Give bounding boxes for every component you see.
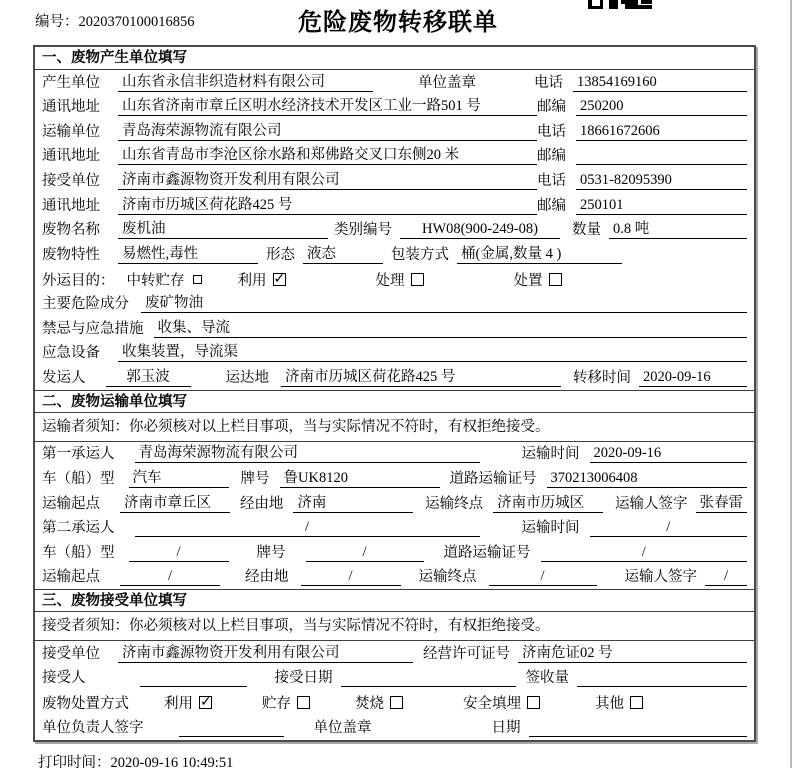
route-origin-value: 济南市章丘区 — [120, 491, 230, 513]
section2-header: 二、废物运输单位填写 — [35, 390, 754, 413]
plate-label: 牌号 — [256, 544, 286, 561]
transporter-notice: 运输者须知：你必须核对以上栏目事项，当与实际情况不符时，有权拒绝接受。 — [35, 413, 754, 442]
transfer-time-value: 2020-09-16 — [639, 369, 747, 387]
license-value: 济南危证02 号 — [518, 641, 747, 663]
route-via-value-2: / — [301, 568, 401, 586]
transport-time-value: 2020-09-16 — [590, 445, 748, 463]
qr-code-fragment-icon — [588, 0, 652, 10]
vehicle-type-value-2: / — [129, 544, 229, 562]
transporter-zip-value — [576, 148, 747, 165]
purpose-label: 外运目的： — [42, 272, 115, 289]
destination-value: 济南市历城区荷花路425 号 — [281, 365, 561, 387]
route-origin-label: 运输起点 — [42, 495, 100, 512]
transport-time-value-2: / — [590, 519, 748, 537]
vehicle-row-2 — [35, 540, 754, 565]
treatment-checkbox — [411, 273, 424, 286]
transporter-row — [35, 119, 754, 144]
first-carrier-label: 第一承运人 — [42, 446, 115, 463]
carrier-signature-value-2: / — [705, 568, 747, 586]
shipper-row — [35, 365, 754, 390]
receiving-unit-row — [35, 641, 754, 666]
waste-characteristics-row — [35, 242, 754, 267]
address-label: 通讯地址 — [42, 197, 100, 214]
hazard-components-value: 废矿物油 — [141, 291, 747, 313]
producer-zip-value: 250200 — [576, 98, 747, 116]
page-edge-divider — [790, 0, 792, 768]
disposal-checkbox — [549, 273, 562, 286]
producer-phone-value: 13854169160 — [573, 74, 747, 92]
road-permit-value-2: / — [541, 544, 748, 562]
unit-stamp-label: 单位盖章 — [418, 74, 476, 91]
emergency-measures-row — [35, 316, 754, 341]
received-amount-value — [577, 670, 747, 687]
zip-label: 邮编 — [537, 148, 567, 165]
disposal-option-label: 贮存 — [262, 696, 291, 713]
emergency-measures-label: 禁忌与应急措施 — [42, 320, 144, 337]
receiver-value: 济南市鑫源物资开发利用有限公司 — [118, 168, 537, 190]
print-time-label: 打印时间： — [38, 755, 111, 768]
characteristics-label: 废物特性 — [42, 246, 100, 263]
quantity-label: 数量 — [572, 222, 601, 239]
transport-purpose-row — [35, 267, 754, 292]
route-origin-value-2: / — [120, 568, 220, 586]
transport-time-label: 运输时间 — [521, 520, 580, 537]
second-carrier-row — [35, 516, 754, 541]
carrier-signature-value: 张春雷 — [696, 491, 748, 513]
carrier-signature-label: 运输人签字 — [615, 495, 688, 512]
serial-number-value: 2020370100016856 — [78, 14, 195, 30]
phone-label: 电话 — [537, 172, 567, 189]
form-value: 液态 — [303, 242, 383, 264]
route-row-2 — [35, 565, 754, 590]
recipient-value — [140, 670, 247, 687]
incineration-checkbox — [390, 696, 403, 709]
zip-label: 邮编 — [537, 197, 567, 214]
date-label: 日期 — [491, 719, 521, 736]
vehicle-type-value: 汽车 — [129, 466, 229, 488]
receiver-phone-value: 0531-82095390 — [576, 172, 747, 190]
disposal-option-label: 利用 — [164, 696, 193, 713]
receiver-label: 接受单位 — [42, 172, 100, 189]
utilize-disposal-checkbox — [199, 696, 212, 709]
quantity-value: 0.8 吨 — [609, 217, 747, 239]
characteristics-value: 易燃性,毒性 — [118, 242, 258, 264]
form-label: 形态 — [266, 246, 295, 263]
emergency-equipment-row — [35, 341, 754, 366]
packing-value: 桶(金属,数量 4 ) — [457, 242, 622, 264]
second-carrier-value: / — [135, 519, 480, 537]
route-via-value: 济南 — [293, 491, 413, 513]
responsible-signature-row — [35, 715, 754, 740]
emergency-measures-value: 收集、导流 — [154, 316, 748, 338]
print-time-line — [38, 751, 233, 768]
vehicle-type-label: 车（船）型 — [42, 470, 115, 487]
license-label: 经营许可证号 — [423, 645, 510, 662]
second-carrier-label: 第二承运人 — [42, 520, 115, 537]
route-origin-label: 运输起点 — [42, 569, 100, 586]
unit-stamp-label: 单位盖章 — [313, 719, 372, 736]
manifest-table — [33, 45, 756, 742]
destination-label: 运达地 — [225, 369, 269, 386]
receiver-address-value: 济南市历城区荷花路425 号 — [118, 193, 537, 215]
producer-label: 产生单位 — [42, 74, 100, 91]
responsible-signature-value — [179, 720, 284, 737]
transporter-label: 运输单位 — [42, 123, 100, 140]
route-end-value: 济南市历城区 — [493, 491, 603, 513]
purpose-option-label: 处理 — [375, 272, 405, 289]
vehicle-row-1 — [35, 466, 754, 491]
category-code-label: 类别编号 — [334, 222, 392, 239]
purpose-option-label: 处置 — [513, 272, 543, 289]
recipient-label: 接受人 — [42, 670, 86, 687]
waste-name-row — [35, 218, 754, 243]
route-via-label: 经由地 — [239, 495, 284, 512]
address-label: 通讯地址 — [42, 148, 100, 165]
print-time-value: 2020-09-16 10:49:51 — [110, 755, 234, 768]
road-permit-label: 道路运输证号 — [449, 470, 537, 487]
hazard-components-label: 主要危险成分 — [42, 295, 129, 312]
phone-label: 电话 — [534, 74, 563, 91]
disposal-method-label: 废物处置方式 — [42, 696, 129, 713]
receiver-notice: 接受者须知：你必须核对以上栏目事项，当与实际情况不符时，有权拒绝接受。 — [35, 612, 754, 641]
receiving-unit-value: 济南市鑫源物资开发利用有限公司 — [118, 641, 413, 663]
received-amount-label: 签收量 — [525, 670, 569, 687]
section1-header: 一、废物产生单位填写 — [35, 47, 754, 70]
other-disposal-checkbox — [630, 696, 643, 709]
zip-label: 邮编 — [537, 99, 567, 116]
route-end-label: 运输终点 — [425, 495, 484, 512]
producer-address-value: 山东省济南市章丘区明水经济技术开发区工业一路501 号 — [118, 94, 537, 116]
road-permit-label: 道路运输证号 — [443, 544, 531, 561]
receiver-row — [35, 168, 754, 193]
waste-name-label: 废物名称 — [42, 222, 100, 239]
waste-name-value: 废机油 — [118, 217, 328, 239]
shipper-value: 郭玉波 — [106, 365, 191, 387]
transfer-time-label: 转移时间 — [573, 369, 631, 386]
receive-date-value — [341, 670, 516, 687]
first-carrier-row — [35, 442, 754, 467]
receiver-address-row — [35, 193, 754, 218]
date-value — [529, 720, 748, 737]
address-label: 通讯地址 — [42, 99, 100, 116]
disposal-option-label: 其他 — [595, 696, 624, 713]
transporter-address-value: 山东省青岛市李沧区徐水路和郑佛路交叉口东侧20 米 — [118, 143, 537, 165]
route-row-1 — [35, 491, 754, 516]
plate-label: 牌号 — [240, 470, 270, 487]
emergency-equipment-label: 应急设备 — [42, 345, 100, 362]
producer-row — [35, 70, 754, 95]
utilize-checkbox — [273, 273, 286, 286]
transport-time-label: 运输时间 — [521, 446, 580, 463]
page-title: 危险废物转移联单 — [298, 8, 498, 36]
producer-address-row — [35, 95, 754, 120]
plate-value: 鲁UK8120 — [280, 466, 440, 488]
plate-value-2: / — [306, 544, 424, 562]
hazard-components-row — [35, 291, 754, 316]
transporter-address-row — [35, 144, 754, 169]
first-carrier-value: 青岛海荣源物流有限公司 — [135, 441, 480, 463]
transporter-value: 青岛海荣源物流有限公司 — [118, 119, 537, 141]
packing-label: 包装方式 — [391, 246, 449, 263]
responsible-signature-label: 单位负责人签字 — [42, 719, 144, 736]
purpose-option-label: 利用 — [237, 272, 267, 289]
disposal-option-label: 安全填埋 — [463, 696, 521, 713]
storage-disposal-checkbox — [297, 696, 310, 709]
route-end-label: 运输终点 — [418, 569, 477, 586]
route-via-label: 经由地 — [245, 569, 289, 586]
transporter-phone-value: 18661672606 — [576, 123, 747, 141]
route-end-value-2: / — [489, 568, 597, 586]
receiver-zip-value: 250101 — [576, 197, 747, 215]
category-code-value: HW08(900-249-08) — [400, 221, 560, 239]
section3-header: 三、废物接受单位填写 — [35, 589, 754, 612]
shipper-label: 发运人 — [42, 369, 86, 386]
phone-label: 电话 — [537, 123, 567, 140]
producer-value: 山东省永信非织造材料有限公司 — [118, 70, 373, 92]
carrier-signature-label: 运输人签字 — [624, 569, 697, 586]
emergency-equipment-value: 收集装置，导流渠 — [118, 340, 747, 362]
receive-date-label: 接受日期 — [274, 670, 333, 687]
road-permit-value: 370213006408 — [547, 470, 748, 488]
transit-storage-checkbox — [193, 275, 202, 284]
disposal-method-row — [35, 690, 754, 715]
purpose-option-label: 中转贮存 — [126, 272, 185, 289]
receiving-unit-label: 接受单位 — [42, 645, 100, 662]
disposal-option-label: 焚烧 — [355, 696, 384, 713]
recipient-row — [35, 666, 754, 691]
vehicle-type-label: 车（船）型 — [42, 544, 115, 561]
serial-number-label: 编号： — [35, 14, 79, 30]
landfill-checkbox — [527, 696, 540, 709]
